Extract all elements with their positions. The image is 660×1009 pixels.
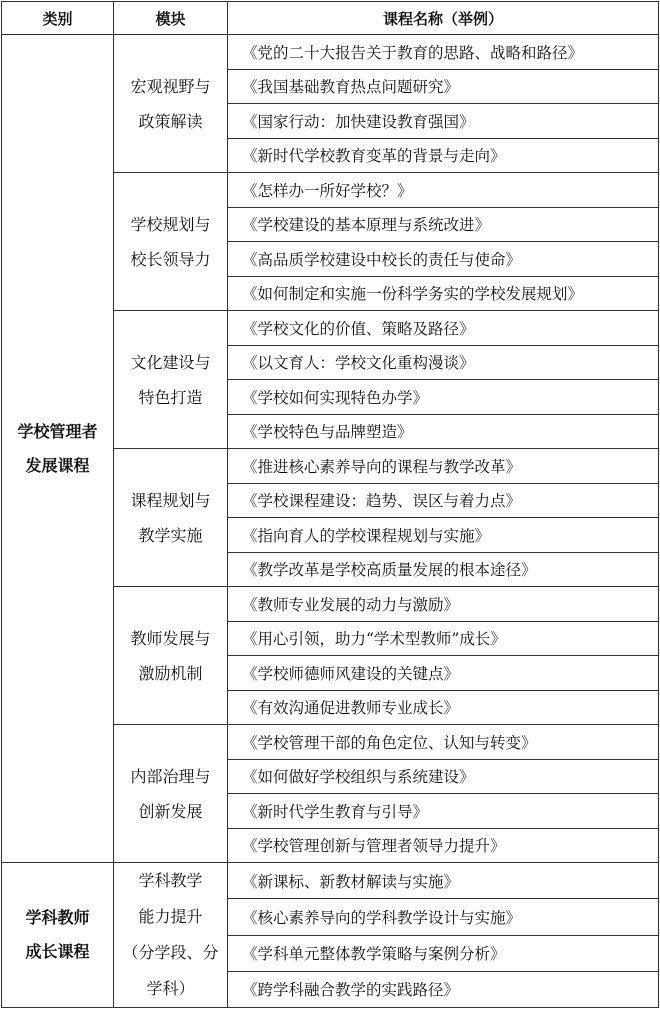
- course-name-cell: 《用心引领，助力“学术型教师”成长》: [228, 621, 659, 656]
- course-name-cell: 《学科单元整体教学策略与案例分析》: [228, 935, 659, 971]
- module-cell: [114, 587, 228, 725]
- module-label-line: 能力提升: [138, 907, 203, 926]
- category-cell: [2, 863, 114, 1008]
- table-row: [2, 863, 659, 899]
- category-cell: [2, 35, 114, 863]
- course-name-cell: 《高品质学校建设中校长的责任与使命》: [228, 242, 659, 277]
- module-label-line: 文化建设与: [130, 352, 211, 372]
- module-cell: [114, 449, 228, 587]
- course-name-cell: 《学校师德师风建设的关键点》: [228, 656, 659, 691]
- course-name-cell: 《学校管理干部的角色定位、认知与转变》: [228, 725, 659, 760]
- course-name-cell: 《我国基础教育热点问题研究》: [228, 69, 659, 104]
- module-cell: [114, 863, 228, 1008]
- course-name-cell: 《教学改革是学校高质量发展的根本途径》: [228, 552, 659, 587]
- course-name-cell: 《学校课程建设：趋势、误区与着力点》: [228, 483, 659, 518]
- module-label-line: 政策解读: [138, 111, 203, 131]
- module-label-line: 教学实施: [138, 525, 203, 545]
- course-name-cell: 《教师专业发展的动力与激励》: [228, 587, 659, 622]
- course-name-cell: 《核心素养导向的学科教学设计与实施》: [228, 899, 659, 935]
- course-name-cell: 《学校文化的价值、策略及路径》: [228, 311, 659, 346]
- course-name-cell: 《党的二十大报告关于教育的思路、战略和路径》: [228, 35, 659, 70]
- module-label-line: 学科教学: [138, 871, 203, 890]
- module-label-line: 激励机制: [138, 663, 203, 683]
- module-label-line: 学校规划与: [130, 214, 211, 234]
- module-cell: [114, 725, 228, 863]
- course-name-cell: 《跨学科融合教学的实践路径》: [228, 971, 659, 1007]
- module-label-line: 创新发展: [138, 801, 203, 821]
- header-course: 课程名称（举例）: [228, 2, 659, 35]
- module-label-line: 校长领导力: [130, 249, 211, 269]
- course-name-cell: 《新课标、新教材解读与实施》: [228, 863, 659, 899]
- course-name-cell: 《新时代学生教育与引导》: [228, 794, 659, 829]
- category-label-line: 学科教师: [25, 908, 90, 927]
- category-label-line: 学校管理者: [17, 421, 98, 441]
- table-row: [2, 35, 659, 70]
- curriculum-table: [1, 1, 659, 1008]
- course-name-cell: 《学校管理创新与管理者领导力提升》: [228, 828, 659, 863]
- course-name-cell: 《怎样办一所好学校？》: [228, 173, 659, 208]
- header-module: 模块: [114, 2, 228, 35]
- course-name-cell: 《如何做好学校组织与系统建设》: [228, 759, 659, 794]
- course-name-cell: 《如何制定和实施一份科学务实的学校发展规划》: [228, 276, 659, 311]
- module-label-line: 特色打造: [138, 387, 203, 407]
- header-category: 类别: [2, 2, 114, 35]
- module-cell: [114, 35, 228, 173]
- course-name-cell: 《学校建设的基本原理与系统改进》: [228, 207, 659, 242]
- course-name-cell: 《以文育人：学校文化重构漫谈》: [228, 345, 659, 380]
- module-label-line: 内部治理与: [130, 766, 211, 786]
- table-header-row: [2, 2, 659, 35]
- module-label-line: 学科）: [146, 979, 195, 998]
- course-name-cell: 《有效沟通促进教师专业成长》: [228, 690, 659, 725]
- category-label-line: 成长课程: [25, 942, 90, 961]
- course-name-cell: 《学校特色与品牌塑造》: [228, 414, 659, 449]
- course-name-cell: 《国家行动：加快建设教育强国》: [228, 104, 659, 139]
- category-label-line: 发展课程: [25, 455, 90, 475]
- course-name-cell: 《新时代学校教育变革的背景与走向》: [228, 138, 659, 173]
- module-label-line: 课程规划与: [130, 490, 211, 510]
- module-label-line: 宏观视野与: [130, 76, 211, 96]
- course-name-cell: 《推进核心素养导向的课程与教学改革》: [228, 449, 659, 484]
- module-cell: [114, 173, 228, 311]
- module-cell: [114, 311, 228, 449]
- course-name-cell: 《指向育人的学校课程规划与实施》: [228, 518, 659, 553]
- module-label-line: （分学段、分: [122, 943, 219, 962]
- course-name-cell: 《学校如何实现特色办学》: [228, 380, 659, 415]
- module-label-line: 教师发展与: [130, 628, 211, 648]
